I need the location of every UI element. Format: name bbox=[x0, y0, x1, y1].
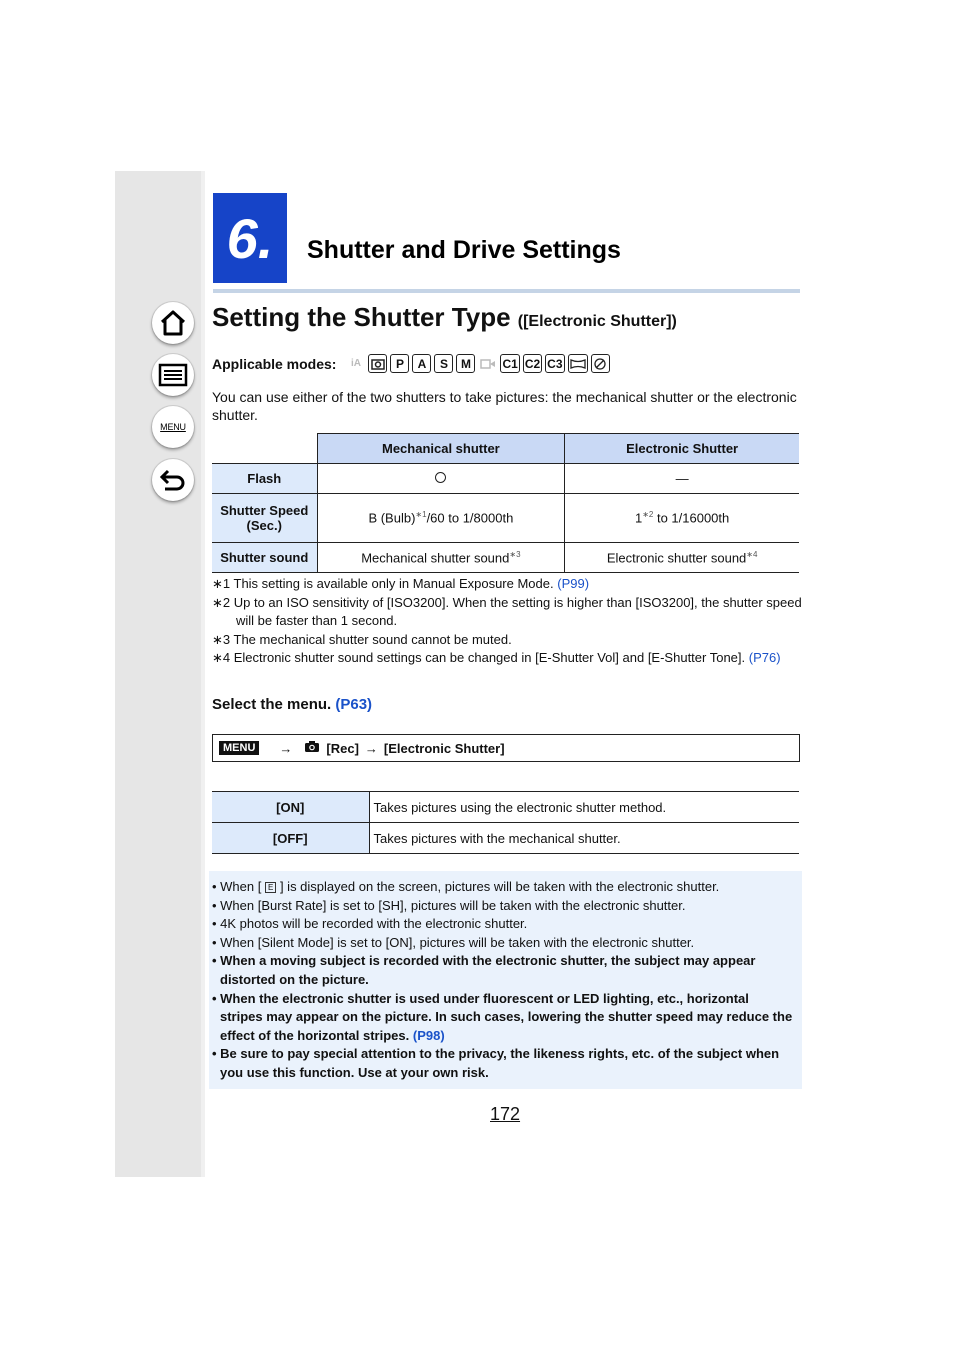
col-header-mechanical: Mechanical shutter bbox=[317, 434, 565, 464]
menu-label: MENU bbox=[160, 422, 186, 432]
applicable-modes bbox=[212, 354, 613, 373]
back-arrow-icon bbox=[159, 467, 187, 493]
tip: • When the electronic shutter is used under fluorescent or LED lighting, etc., horizontal stripes may appear on the picture. In such cases, lowering the shutter speed may reduce the effect of the horizontal stripes. (P98) bbox=[212, 990, 793, 1043]
speed-electronic-cell: $1^{∗2}$ to 1/16000th bbox=[565, 494, 799, 543]
e-shutter-icon: E bbox=[265, 882, 276, 893]
camera-icon bbox=[304, 740, 320, 756]
tip: • When [ E ] is displayed on the screen, pictures will be taken with the electronic shutter. bbox=[212, 879, 720, 894]
m-mode-icon: M bbox=[456, 354, 475, 373]
a-mode-icon: A bbox=[412, 354, 431, 373]
chapter-number: 6. bbox=[213, 193, 287, 283]
menu-list-button[interactable] bbox=[152, 406, 194, 448]
menu-path-box bbox=[212, 734, 800, 762]
creative-mode-icon bbox=[368, 354, 387, 373]
p-mode-icon: P bbox=[390, 354, 409, 373]
option-desc: Takes pictures using the electronic shutter method. bbox=[369, 792, 799, 823]
tip: • When a moving subject is recorded with the electronic shutter, the subject may appear distorted on the picture. bbox=[212, 953, 756, 987]
tip: • Be sure to pay special attention to the privacy, the likeness rights, etc. of the subject when you use this function. Use at your own risk. bbox=[212, 1046, 780, 1080]
panorama-mode-icon bbox=[568, 354, 588, 373]
tip: • When [Burst Rate] is set to [SH], pictures will be taken with the electronic shutter. bbox=[212, 897, 686, 913]
movie-mode-icon bbox=[478, 354, 497, 373]
contents-button[interactable] bbox=[152, 354, 194, 396]
c1-mode-icon: C1 bbox=[500, 354, 519, 373]
shutter-comparison-table bbox=[212, 433, 799, 573]
sound-mechanical-cell: Mechanical shutter sound$^{∗3}$ bbox=[317, 543, 565, 573]
footnote-3: ∗3 The mechanical shutter sound cannot be muted. bbox=[212, 631, 512, 647]
s-mode-icon: S bbox=[434, 354, 453, 373]
chapter-rule bbox=[213, 289, 800, 293]
ia-mode-icon: iA bbox=[350, 358, 361, 369]
menu-badge: MENU bbox=[219, 741, 259, 755]
back-button[interactable] bbox=[152, 459, 194, 501]
flash-mechanical-cell bbox=[317, 464, 565, 494]
row-label: Shutter Speed (Sec.) bbox=[212, 494, 317, 543]
available-circle-icon bbox=[435, 472, 446, 483]
p63-link[interactable]: (P63) bbox=[335, 696, 373, 713]
tips-box bbox=[209, 871, 802, 1089]
section-title bbox=[212, 302, 677, 333]
col-header-electronic: Electronic Shutter bbox=[565, 434, 799, 464]
option-desc: Takes pictures with the mechanical shutter. bbox=[369, 823, 799, 854]
tip: • 4K photos will be recorded with the electronic shutter. bbox=[212, 916, 528, 932]
chapter-title: Shutter and Drive Settings bbox=[307, 236, 621, 264]
mode-icons bbox=[346, 354, 612, 373]
option-key: [OFF] bbox=[212, 823, 369, 854]
select-menu-heading: Select the menu. (P63) bbox=[212, 696, 373, 713]
table-row bbox=[212, 792, 799, 823]
arrow: → bbox=[279, 740, 293, 756]
tip: • When [Silent Mode] is set to [ON], pictures will be taken with the electronic shutter. bbox=[212, 934, 695, 950]
p99-link[interactable]: (P99) bbox=[557, 576, 590, 591]
table-corner bbox=[212, 434, 317, 464]
footnote-4: ∗4 Electronic shutter sound settings can be changed in [E-Shutter Vol] and [E-Shutter Tone]. (P76) bbox=[212, 650, 781, 665]
footnote-2: ∗2 Up to an ISO sensitivity of [ISO3200]. When the setting is higher than [ISO3200], the shutter speed will be faster than 1 second. bbox=[212, 594, 802, 628]
sidebar-edge bbox=[201, 171, 205, 1177]
row-label: Shutter sound bbox=[212, 543, 317, 573]
table-row bbox=[212, 464, 799, 494]
sound-electronic-cell: Electronic shutter sound$^{∗4}$ bbox=[565, 543, 799, 573]
p98-link[interactable]: (P98) bbox=[412, 1027, 445, 1043]
speed-mechanical-cell: B (Bulb)$^{∗1}$/60 to 1/8000th bbox=[317, 494, 565, 543]
home-icon bbox=[159, 309, 187, 337]
scene-guide-mode-icon bbox=[591, 354, 610, 373]
option-key: [ON] bbox=[212, 792, 369, 823]
row-label: Flash bbox=[212, 464, 317, 494]
modes-label: Applicable modes: bbox=[212, 355, 337, 372]
options-table bbox=[212, 791, 799, 854]
table-row bbox=[212, 823, 799, 854]
footnotes bbox=[212, 575, 802, 668]
rec-menu-item: [Rec] bbox=[326, 740, 359, 756]
arrow: → bbox=[364, 740, 378, 756]
intro-paragraph: You can use either of the two shutters to take pictures: the mechanical shutter or the electronic shutter. bbox=[212, 389, 797, 423]
flash-electronic-cell: — bbox=[565, 464, 799, 494]
list-icon bbox=[158, 363, 188, 387]
table-row bbox=[212, 543, 799, 573]
home-button[interactable] bbox=[152, 302, 194, 344]
page-number: 172 bbox=[490, 1104, 521, 1124]
c3-mode-icon: C3 bbox=[545, 354, 564, 373]
electronic-shutter-item: [Electronic Shutter] bbox=[383, 740, 505, 756]
table-row bbox=[212, 494, 799, 543]
section-subtitle: ([Electronic Shutter]) bbox=[517, 313, 677, 330]
section-title-text: Setting the Shutter Type bbox=[212, 302, 511, 332]
p76-link[interactable]: (P76) bbox=[748, 650, 781, 665]
c2-mode-icon: C2 bbox=[523, 354, 542, 373]
footnote-1: ∗1 This setting is available only in Manual Exposure Mode. (P99) bbox=[212, 576, 590, 591]
